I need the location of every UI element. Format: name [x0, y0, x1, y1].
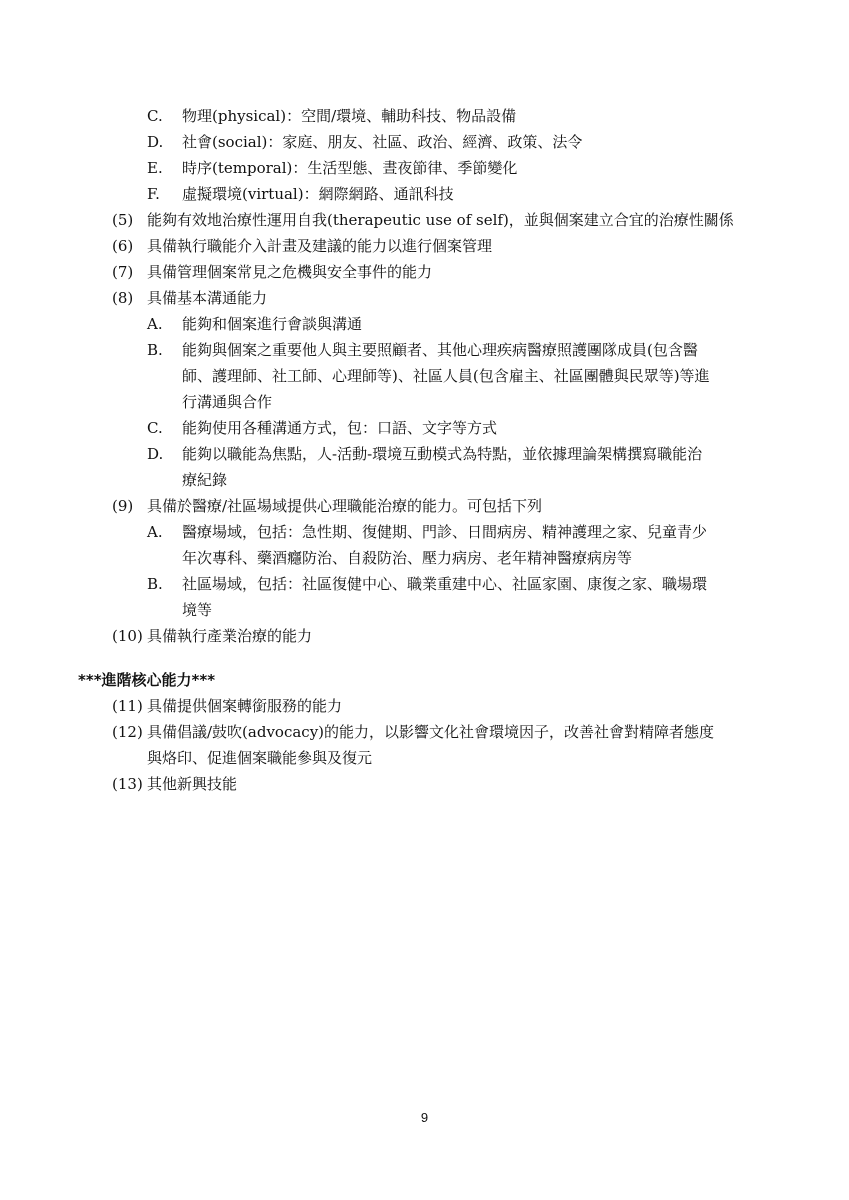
page-number: 9 — [420, 1110, 429, 1125]
list-letter: D. — [147, 133, 164, 151]
list-text-continued: 與烙印、促進個案職能參與及復元 — [147, 749, 373, 767]
list-number: (6) — [112, 237, 134, 255]
list-item-8 — [112, 285, 267, 311]
list-number: (7) — [112, 263, 134, 281]
list-text: 能夠以職能為焦點，人-活動-環境互動模式為特點，並依據理論架構撰寫職能治 — [182, 445, 703, 463]
list-text: 能夠與個案之重要他人與主要照顧者、其他心理疾病醫療照護團隊成員(包含醫 — [182, 341, 698, 359]
list-text: 虛擬環境(virtual)：網際網路、通訊科技 — [182, 185, 454, 203]
list-letter: C. — [147, 107, 163, 125]
list-text: 具備基本溝通能力 — [147, 289, 268, 307]
list-text: 具備管理個案常見之危機與安全事件的能力 — [147, 263, 433, 281]
list-text: 能夠和個案進行會談與溝通 — [182, 315, 363, 333]
list-item-d-social — [147, 129, 582, 155]
list-text: 能夠有效地治療性運用自我(therapeutic use of self)，並與個案建立合宜的治療性關係 — [147, 211, 734, 229]
list-text: 具備執行職能介入計畫及建議的能力以進行個案管理 — [147, 237, 493, 255]
list-text-continued: 年次專科、藥酒癮防治、自殺防治、壓力病房、老年精神醫療病房等 — [182, 549, 633, 567]
list-letter: A. — [147, 315, 163, 333]
list-item-12 — [112, 719, 714, 745]
list-number: (12) — [112, 723, 143, 741]
list-text: 能夠使用各種溝通方式，包：口語、文字等方式 — [182, 419, 498, 437]
list-item-c-physical — [147, 103, 516, 129]
list-text: 醫療場域，包括：急性期、復健期、門診、日間病房、精神護理之家、兒童青少 — [182, 523, 708, 541]
list-number: (5) — [112, 211, 134, 229]
list-item-8b — [147, 337, 698, 363]
list-text-continued: 療紀錄 — [182, 471, 228, 489]
list-number: (8) — [112, 289, 134, 307]
list-item-13 — [112, 771, 237, 797]
list-item-6 — [112, 233, 492, 259]
list-text-continued: 境等 — [182, 601, 213, 619]
section-heading-advanced: ***進階核心能力*** — [78, 671, 216, 689]
list-item-11 — [112, 693, 342, 719]
list-text: 具備執行產業治療的能力 — [147, 627, 313, 645]
list-text-continued: 師、護理師、社工師、心理師等)、社區人員(包含雇主、社區團體與民眾等)等進 — [182, 367, 710, 385]
list-text: 社區場域，包括：社區復健中心、職業重建中心、社區家園、康復之家、職場環 — [182, 575, 708, 593]
list-text: 具備提供個案轉銜服務的能力 — [147, 697, 343, 715]
list-text-continued: 行溝通與合作 — [182, 393, 273, 411]
list-item-9b — [147, 571, 707, 597]
list-number: (9) — [112, 497, 134, 515]
list-number: (13) — [112, 775, 143, 793]
list-item-8a — [147, 311, 362, 337]
list-item-5 — [112, 207, 734, 233]
list-text: 物理(physical)：空間/環境、輔助科技、物品設備 — [182, 107, 517, 125]
list-item-e-temporal — [147, 155, 517, 181]
list-letter: B. — [147, 575, 163, 593]
list-letter: B. — [147, 341, 163, 359]
list-item-9a — [147, 519, 707, 545]
list-item-8d — [147, 441, 702, 467]
list-letter: F. — [147, 185, 160, 203]
list-text: 具備倡議/鼓吹(advocacy)的能力，以影響文化社會環境因子，改善社會對精障者態度 — [147, 723, 715, 741]
list-text: 社會(social)：家庭、朋友、社區、政治、經濟、政策、法令 — [182, 133, 583, 151]
list-letter: D. — [147, 445, 164, 463]
list-number: (11) — [112, 697, 143, 715]
list-text: 具備於醫療/社區場域提供心理職能治療的能力。可包括下列 — [147, 497, 543, 515]
list-text: 時序(temporal)：生活型態、晝夜節律、季節變化 — [182, 159, 518, 177]
list-letter: A. — [147, 523, 163, 541]
list-letter: C. — [147, 419, 163, 437]
list-item-7 — [112, 259, 432, 285]
list-item-8c — [147, 415, 497, 441]
list-number: (10) — [112, 627, 143, 645]
list-item-9 — [112, 493, 542, 519]
list-item-f-virtual — [147, 181, 454, 207]
list-text: 其他新興技能 — [147, 775, 238, 793]
list-item-10 — [112, 623, 312, 649]
list-letter: E. — [147, 159, 163, 177]
